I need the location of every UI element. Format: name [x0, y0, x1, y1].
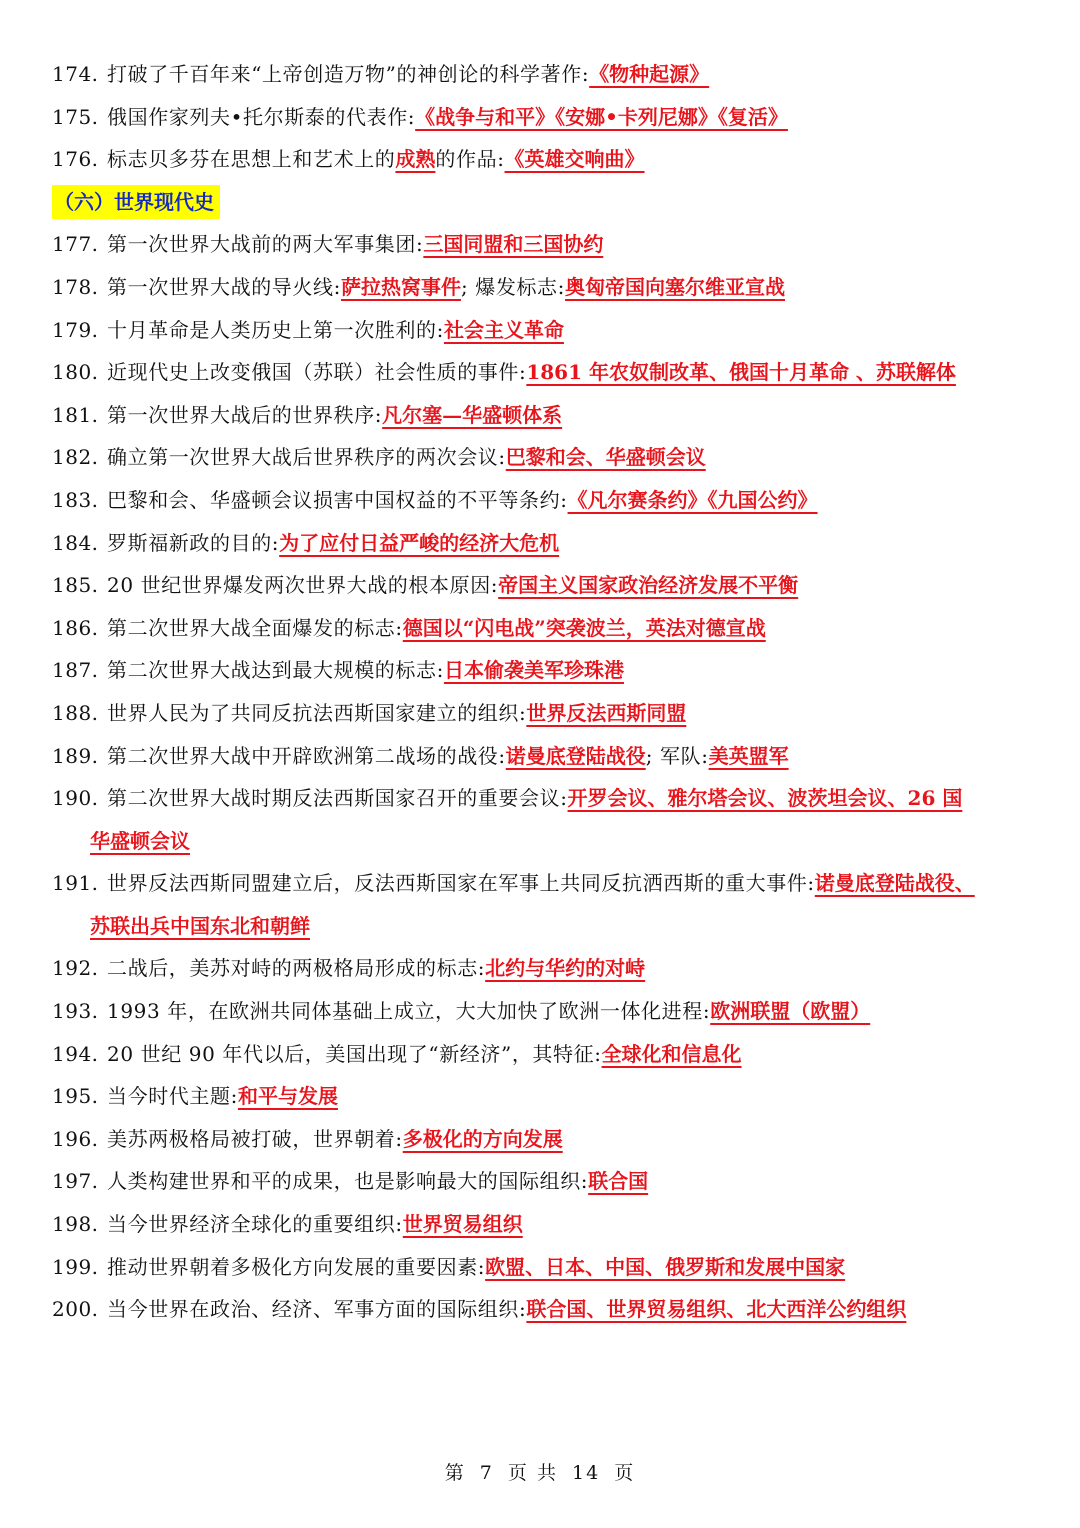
footer-prefix: 第 [444, 1462, 466, 1484]
question-text: 20 世纪 90 年代以后，美国出现了“新经济”，其特征: [107, 1041, 602, 1066]
question-text: 第二次世界大战中开辟欧洲第二战场的战役: [107, 743, 506, 768]
question-number: 197. [52, 1169, 99, 1194]
footer-current-page: 7 [479, 1462, 494, 1484]
question-item [52, 436, 1042, 479]
question-number: 174. [52, 62, 99, 86]
question-item [52, 1118, 1042, 1161]
section-heading: （六）世界现代史 [52, 185, 220, 219]
question-text: 世界反法西斯同盟建立后，反法西斯国家在军事上共同反抗洒西斯的重大事件: [107, 871, 815, 896]
answer-text: 1861 年农奴制改革、俄国十月革命 、苏联解体 [526, 360, 956, 385]
question-item [52, 649, 1042, 692]
answer-text: 联合国、世界贸易组织、北大西洋公约组织 [526, 1297, 907, 1322]
answer-text-secondary: 《英雄交响曲》 [504, 147, 645, 172]
answer-text: 德国以“闪电战”突袭波兰，英法对德宣战 [402, 615, 766, 640]
answer-text: 诺曼底登陆战役 [505, 743, 646, 768]
question-item [52, 479, 1042, 522]
question-item [52, 309, 1042, 352]
answer-text: 欧盟、日本、中国、俄罗斯和发展中国家 [485, 1254, 846, 1279]
question-item [52, 777, 1042, 820]
question-number: 186. [52, 615, 99, 640]
question-item [52, 1160, 1042, 1203]
question-item [52, 1075, 1042, 1118]
question-number: 200. [52, 1297, 99, 1322]
answer-text: 凡尔塞—华盛顿体系 [382, 402, 563, 427]
answer-text: 联合国 [588, 1169, 649, 1194]
question-number: 176. [52, 147, 99, 172]
question-text: 第一次世界大战前的两大军事集团: [107, 232, 424, 257]
answer-text: 苏联出兵中国东北和朝鲜 [90, 913, 310, 938]
question-item [52, 266, 1042, 309]
question-item [52, 223, 1042, 266]
answer-text: 三国同盟和三国协约 [423, 232, 604, 257]
question-text: 第二次世界大战达到最大规模的标志: [107, 658, 444, 683]
footer-suffix: 页 [614, 1462, 636, 1484]
question-number: 181. [52, 402, 99, 427]
continuation-line [52, 905, 1042, 948]
question-number: 191. [52, 871, 99, 896]
answer-text: 世界反法西斯同盟 [526, 700, 687, 725]
question-text: 美苏两极格局被打破，世界朝着: [107, 1126, 403, 1151]
question-item [52, 1246, 1042, 1289]
question-text-secondary: ; 爆发标志: [460, 274, 565, 299]
answer-text: 诺曼底登陆战役、 [814, 871, 975, 896]
question-number: 199. [52, 1254, 99, 1279]
answer-text: 帝国主义国家政治经济发展不平衡 [498, 573, 799, 598]
answer-text-secondary: 奥匈帝国向塞尔维亚宣战 [565, 274, 785, 299]
answer-text: 北约与华约的对峙 [485, 956, 646, 981]
page-footer [0, 1458, 1080, 1485]
question-number: 180. [52, 360, 99, 385]
question-number: 178. [52, 274, 99, 299]
question-text: 世界人民为了共同反抗法西斯国家建立的组织: [107, 700, 527, 725]
answer-text: 社会主义革命 [443, 317, 564, 342]
question-text: 1993 年，在欧洲共同体基础上成立，大大加快了欧洲一体化进程: [107, 999, 711, 1024]
question-number: 187. [52, 658, 99, 683]
question-number: 198. [52, 1212, 99, 1237]
question-text: 第二次世界大战时期反法西斯国家召开的重要会议: [107, 786, 568, 811]
question-text: 第一次世界大战的导火线: [107, 274, 341, 299]
answer-text: 萨拉热窝事件 [340, 274, 461, 299]
question-text: 第一次世界大战后的世界秩序: [107, 402, 383, 427]
answer-text: 和平与发展 [237, 1084, 338, 1109]
question-item [52, 1203, 1042, 1246]
question-text: 近现代史上改变俄国（苏联）社会性质的事件: [107, 360, 527, 385]
question-item [52, 1033, 1042, 1076]
question-item [52, 96, 1042, 139]
answer-text: 世界贸易组织 [402, 1212, 523, 1237]
question-item [52, 53, 1042, 96]
question-number: 184. [52, 530, 99, 555]
question-number: 182. [52, 445, 99, 470]
question-item [52, 990, 1042, 1033]
question-number: 189. [52, 743, 99, 768]
answer-text: 全球化和信息化 [601, 1041, 742, 1066]
question-text: 当今时代主题: [107, 1084, 238, 1109]
question-item [52, 564, 1042, 607]
answer-text: 日本偷袭美军珍珠港 [443, 658, 624, 683]
question-item [52, 351, 1042, 394]
question-item [52, 522, 1042, 565]
question-text: 打破了千百年来“上帝创造万物”的神创论的科学著作: [107, 62, 590, 86]
answer-text: 欧洲联盟（欧盟） [710, 999, 871, 1024]
question-text: 当今世界经济全球化的重要组织: [107, 1212, 403, 1237]
question-text: 第二次世界大战全面爆发的标志: [107, 615, 403, 640]
question-number: 192. [52, 956, 99, 981]
answer-text: 《战争与和平》《安娜•卡列尼娜》《复活》 [415, 104, 788, 129]
question-number: 193. [52, 999, 99, 1024]
section-heading-row [52, 181, 1042, 224]
question-number: 196. [52, 1126, 99, 1151]
question-text: 标志贝多芬在思想上和艺术上的 [107, 147, 396, 172]
answer-text: 开罗会议、雅尔塔会议、波茨坦会议、26 国 [567, 786, 963, 811]
question-text: 推动世界朝着多极化方向发展的重要因素: [107, 1254, 486, 1279]
question-number: 185. [52, 573, 99, 598]
question-number: 183. [52, 487, 99, 512]
question-item [52, 692, 1042, 735]
question-text: 罗斯福新政的目的: [107, 530, 280, 555]
answer-text: 华盛顿会议 [90, 828, 190, 853]
question-number: 177. [52, 232, 99, 257]
question-item [52, 862, 1042, 905]
question-text-secondary: ; 军队: [645, 743, 709, 768]
question-number: 194. [52, 1041, 99, 1066]
question-item [52, 138, 1042, 181]
footer-total-pages: 14 [572, 1462, 601, 1484]
answer-text: 为了应付日益严峻的经济大危机 [279, 530, 560, 555]
question-text: 当今世界在政治、经济、军事方面的国际组织: [107, 1297, 527, 1322]
question-item [52, 607, 1042, 650]
question-text: 20 世纪世界爆发两次世界大战的根本原因: [107, 573, 499, 598]
question-item [52, 394, 1042, 437]
question-number: 190. [52, 786, 99, 811]
continuation-line [52, 820, 1042, 863]
answer-text: 《物种起源》 [589, 62, 710, 86]
question-text: 十月革命是人类历史上第一次胜利的: [107, 317, 444, 342]
question-item [52, 1288, 1042, 1331]
answer-text: 巴黎和会、华盛顿会议 [505, 445, 706, 470]
question-list [52, 53, 1042, 1331]
question-number: 195. [52, 1084, 99, 1109]
question-text-secondary: 的作品: [435, 147, 505, 172]
question-item [52, 947, 1042, 990]
question-text: 俄国作家列夫•托尔斯泰的代表作: [107, 104, 416, 129]
question-item [52, 735, 1042, 778]
answer-text: 成熟 [395, 147, 436, 172]
answer-text-secondary: 美英盟军 [708, 743, 789, 768]
question-number: 179. [52, 317, 99, 342]
question-text: 人类构建世界和平的成果，也是影响最大的国际组织: [107, 1169, 589, 1194]
question-text: 确立第一次世界大战后世界秩序的两次会议: [107, 445, 506, 470]
footer-middle: 页 共 [507, 1462, 558, 1484]
question-number: 175. [52, 104, 99, 129]
question-text: 巴黎和会、华盛顿会议损害中国权益的不平等条约: [107, 487, 568, 512]
question-number: 188. [52, 700, 99, 725]
question-text: 二战后，美苏对峙的两极格局形成的标志: [107, 956, 486, 981]
answer-text: 《凡尔赛条约》《九国公约》 [567, 487, 818, 512]
answer-text: 多极化的方向发展 [402, 1126, 563, 1151]
